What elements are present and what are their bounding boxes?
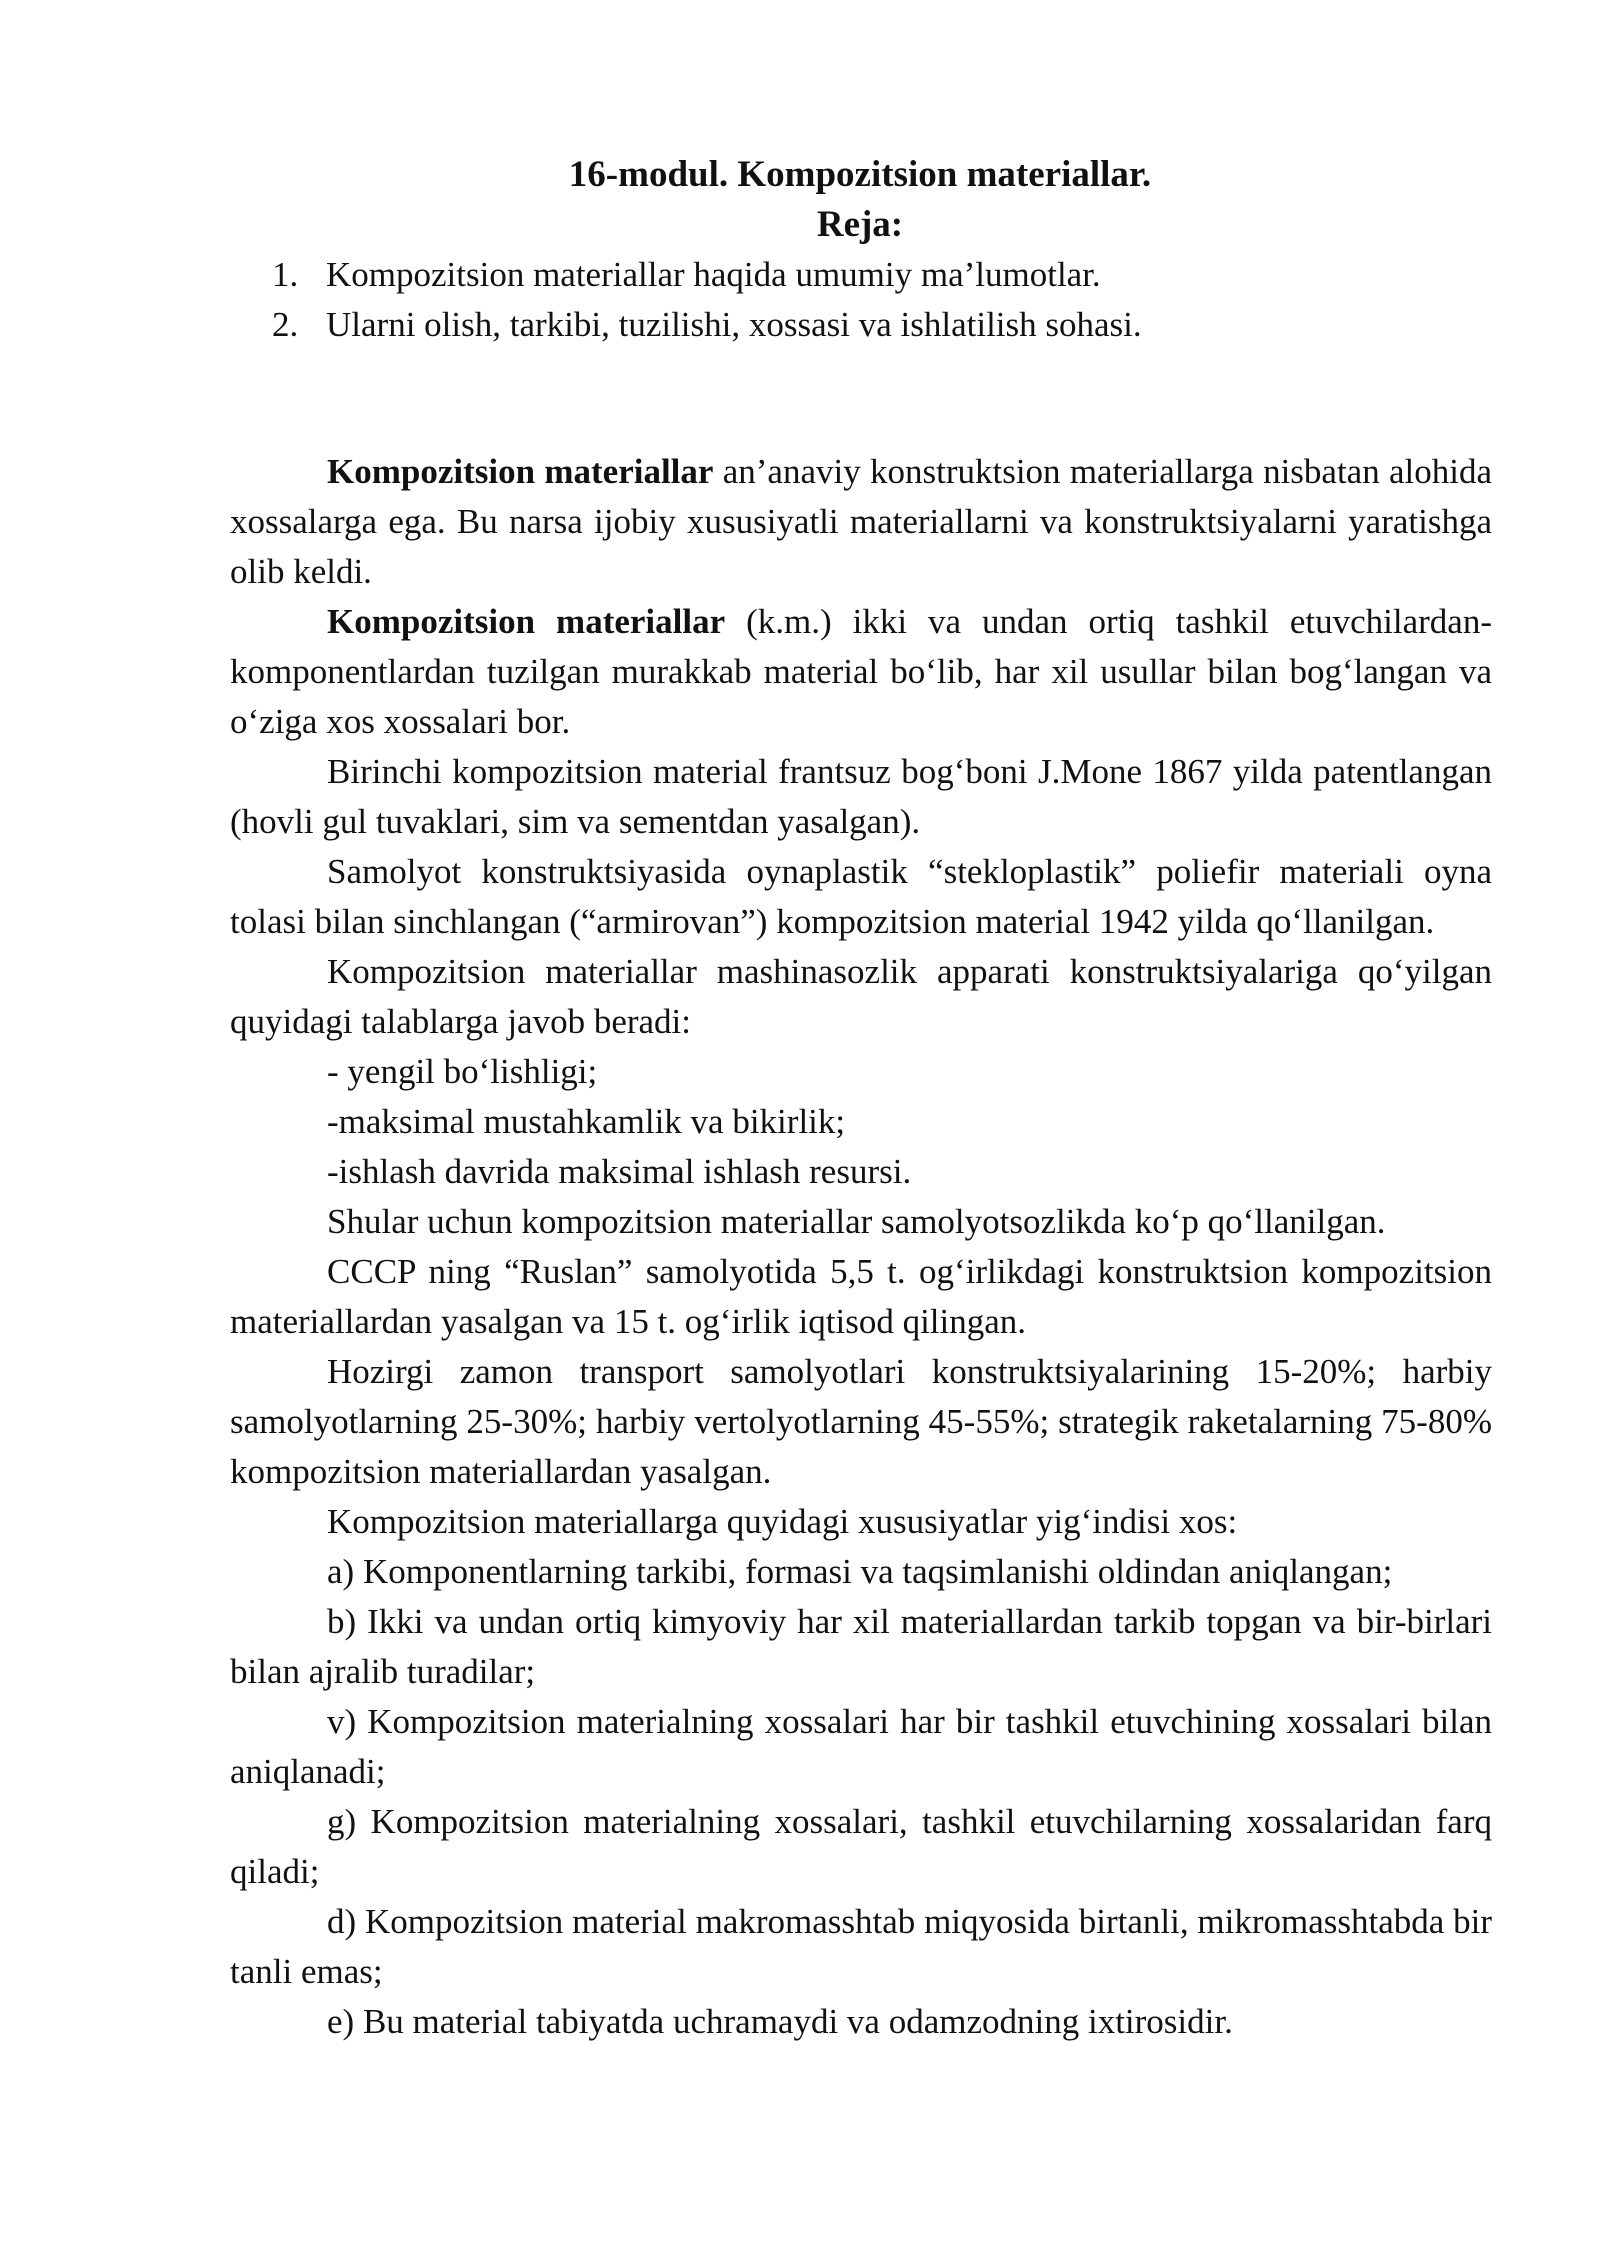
paragraph-history: Birinchi kompozitsion material frantsuz bog‘boni J.Mone 1867 yilda patentlangan (hovli gul tuvaklari, sim va sementdan yasalgan). <box>230 752 1492 841</box>
paragraph-ruslan: CCCP ning “Ruslan” samolyotida 5,5 t. og‘irlikdagi konstruktsion kompozitsion materiallardan yasalgan va 15 t. og‘irlik iqtisod qilingan. <box>230 1252 1492 1341</box>
paragraph-text: (k.m.) ikki va undan ortiq tashkil etuvchilardan-komponentlardan tuzilgan murakkab material bo‘lib, har xil usullar bilan bog‘langan va o‘ziga xos xossalari bor. <box>230 602 1492 741</box>
paragraph-requirements: Kompozitsion materiallar mashinasozlik apparati konstruktsiyalariga qo‘yilgan quyidagi talablarga javob beradi: <box>230 952 1492 1041</box>
requirement-item: -maksimal mustahkamlik va bikirlik; <box>327 1102 846 1141</box>
paragraph-intro <box>230 447 1492 597</box>
module-title: 16-modul. Kompozitsion materiallar. <box>568 154 1152 195</box>
feature-item: a) Komponentlarning tarkibi, formasi va taqsimlanishi oldindan aniqlangan; <box>327 1552 1393 1591</box>
paragraph-aircraft: Samolyot konstruktsiyasida oynaplastik “stekloplastik” poliefir materiali oyna tolasi bilan sinchlangan (“armirovan”) kompozitsion material 1942 yilda qo‘llanilgan. <box>230 852 1492 941</box>
paragraph-usage: Shular uchun kompozitsion materiallar samolyotsozlikda ko‘p qo‘llanilgan. <box>327 1202 1386 1241</box>
bold-term: Kompozitsion materiallar <box>327 452 714 491</box>
paragraph-text: an’anaviy konstruktsion materiallarga nisbatan alohida xossalarga ega. Bu narsa ijobiy xususiyatli materiallarni va konstruktsiyalarni yaratishga olib keldi. <box>230 452 1492 591</box>
paragraph-features-intro: Kompozitsion materiallarga quyidagi xususiyatlar yig‘indisi xos: <box>327 1502 1238 1541</box>
paragraph-percentages: Hozirgi zamon transport samolyotlari konstruktsiyalarining 15-20%; harbiy samolyotlarning 25-30%; harbiy vertolyotlarning 45-55%; strategik raketalarning 75-80% kompozitsion materiallardan yasalgan. <box>230 1352 1492 1491</box>
feature-item: e) Bu material tabiyatda uchramaydi va odamzodning ixtirosidir. <box>327 2002 1233 2041</box>
requirement-item: -ishlash davrida maksimal ishlash resursi. <box>327 1152 912 1191</box>
feature-item: v) Kompozitsion materialning xossalari har bir tashkil etuvchining xossalari bilan aniqlanadi; <box>230 1702 1492 1791</box>
plan-item-text: Kompozitsion materiallar haqida umumiy ma’lumotlar. <box>326 255 1101 294</box>
body-text <box>230 447 1492 2047</box>
feature-item: d) Kompozitsion material makromasshtab miqyosida birtanli, mikromasshtabda bir tanli emas; <box>230 1902 1492 1991</box>
plan-item-number: 1. <box>272 255 299 294</box>
plan-item-number: 2. <box>272 305 299 344</box>
plan-item <box>272 300 1512 350</box>
paragraph-definition <box>230 597 1492 747</box>
plan-heading: Reja: <box>816 204 904 245</box>
plan-item-text: Ularni olish, tarkibi, tuzilishi, xossasi va ishlatilish sohasi. <box>326 305 1142 344</box>
plan-list <box>272 250 1512 350</box>
plan-item <box>272 250 1512 300</box>
bold-term: Kompozitsion materiallar <box>327 602 726 641</box>
feature-item: b) Ikki va undan ortiq kimyoviy har xil materiallardan tarkib topgan va bir-birlari bilan ajralib turadilar; <box>230 1602 1492 1691</box>
requirement-item: - yengil bo‘lishligi; <box>327 1052 598 1091</box>
feature-item: g) Kompozitsion materialning xossalari, tashkil etuvchilarning xossalaridan farq qiladi; <box>230 1802 1492 1891</box>
